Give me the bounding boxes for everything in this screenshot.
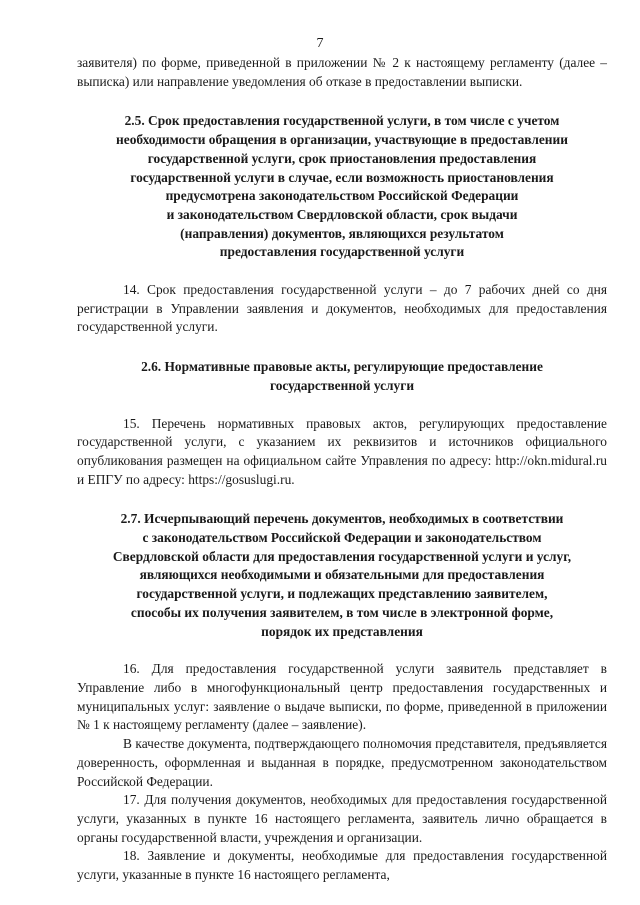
heading-line: с законодательством Российской Федерации и законодательством bbox=[142, 530, 542, 546]
section-2-5-heading bbox=[77, 112, 607, 262]
heading-line: предоставления государственной услуги bbox=[219, 244, 465, 260]
heading-line: 2.6. Нормативные правовые акты, регулирующие предоставление bbox=[141, 359, 543, 375]
heading-line: необходимости обращения в организации, участвующие в предоставлении bbox=[116, 132, 568, 148]
paragraph-16: 16. Для предоставления государственной услуги заявитель представляет в Управление либо в многофункциональный центр предоставления государственных и муниципальных услуг: заявление о выдаче выписки, по форме, приведенной в приложении № 1 к настоящему регламенту (далее – заявление). bbox=[77, 661, 607, 733]
heading-line: 2.7. Исчерпывающий перечень документов, необходимых в соответствии bbox=[120, 511, 564, 527]
page-content bbox=[77, 54, 607, 885]
heading-line: порядок их представления bbox=[261, 623, 423, 639]
heading-line: способы их получения заявителем, в том числе в электронной форме, bbox=[130, 604, 554, 620]
heading-line: государственной услуги bbox=[269, 377, 415, 393]
heading-line: государственной услуги в случае, если возможность приостановления bbox=[130, 169, 554, 185]
paragraph-17: 17. Для получения документов, необходимых для предоставления государственной услуги, указанных в пункте 16 настоящего регламента, заявитель лично обращается в органы государственной власти, учреждения и организации. bbox=[77, 792, 607, 845]
heading-line: являющихся необходимыми и обязательными для предоставления bbox=[139, 567, 545, 583]
paragraph-15: 15. Перечень нормативных правовых актов, регулирующих предоставление государственной услуги, с указанием их реквизитов и источников официального опубликования размещен на официальном сайте Управления по адресу: http://okn.midural.ru и ЕПГУ по адресу: https://gosuslugi.ru. bbox=[77, 415, 607, 487]
heading-line: Свердловской области для предоставления государственной услуги и услуг, bbox=[112, 548, 572, 564]
continuation-paragraph: заявителя) по форме, приведенной в приложении № 2 к настоящему регламенту (далее – выписка) или направление уведомления об отказе в предоставлении выписки. bbox=[77, 55, 607, 89]
page-number: 7 bbox=[316, 36, 324, 51]
section-2-6-heading bbox=[77, 358, 607, 395]
heading-line: 2.5. Срок предоставления государственной услуги, в том числе с учетом bbox=[124, 113, 560, 129]
heading-line: и законодательством Свердловской области, срок выдачи bbox=[166, 206, 518, 222]
heading-line: (направления) документов, являющихся результатом bbox=[180, 225, 504, 241]
heading-line: предусмотрена законодательством Российской Федерации bbox=[165, 188, 519, 204]
paragraph-16-representative: В качестве документа, подтверждающего полномочия представителя, предъявляется доверенность, оформленная и выданная в порядке, предусмотренном законодательством Российской Федерации. bbox=[77, 736, 607, 789]
paragraph-14: 14. Срок предоставления государственной услуги – до 7 рабочих дней со дня регистрации в Управлении заявления и документов, необходимых для предоставления государственной услуги. bbox=[77, 282, 607, 335]
heading-line: государственной услуги, и подлежащих представлению заявителем, bbox=[136, 586, 548, 602]
heading-line: государственной услуги, срок приостановления предоставления bbox=[147, 150, 537, 166]
section-2-7-heading bbox=[77, 510, 607, 641]
paragraph-18: 18. Заявление и документы, необходимые для предоставления государственной услуги, указанные в пункте 16 настоящего регламента, bbox=[77, 848, 607, 883]
